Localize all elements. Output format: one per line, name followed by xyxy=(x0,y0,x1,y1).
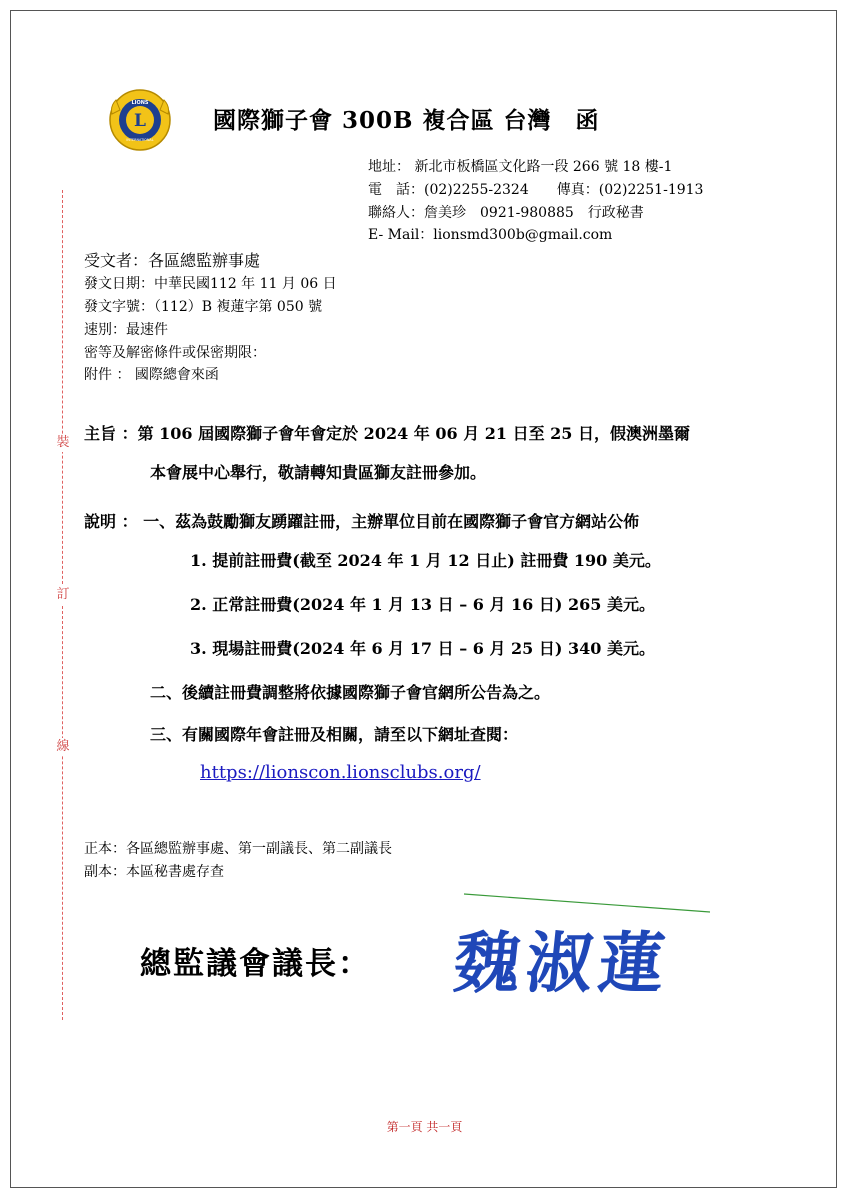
binding-mark-ding: 訂 xyxy=(54,586,72,604)
fee-regular: 2. 正常註冊費(2024 年 1 月 13 日 – 6 月 16 日) 265 美元。 xyxy=(190,595,655,614)
svg-text:INTERNATIONAL: INTERNATIONAL xyxy=(126,138,154,142)
document-title: 國際獅子會 300B 複合區 台灣 函 xyxy=(213,107,600,134)
fee-early: 1. 提前註冊費(截至 2024 年 1 月 12 日止) 註冊費 190 美元。 xyxy=(190,551,661,570)
attachment: 附件 ： 國際總會來函 xyxy=(84,367,219,383)
lions-emblem-icon xyxy=(108,88,172,152)
binding-line xyxy=(62,190,63,1020)
svg-text:LIONS: LIONS xyxy=(131,100,149,106)
issue-date: 發文日期：中華民國112 年 11 月 06 日 xyxy=(84,276,337,292)
page-footer: 第一頁 共一頁 xyxy=(386,1120,463,1134)
contact-phone-fax: 電 話：(02)2255-2324 傳真：(02)2251-1913 xyxy=(368,182,704,198)
subject-line-2: 本會展中心舉行，敬請轉知貴區獅友註冊參加。 xyxy=(150,463,487,482)
fee-onsite: 3. 現場註冊費(2024 年 6 月 17 日 – 6 月 25 日) 340 美元。 xyxy=(190,639,655,658)
document-number: 發文字號：（112）B 複蓮字第 050 號 xyxy=(84,299,323,315)
original-recipients: 正本：各區總監辦事處、第一副議長、第二副議長 xyxy=(84,841,392,857)
svg-text:L: L xyxy=(134,111,146,131)
registration-link[interactable]: https://lionscon.lionsclubs.org/ xyxy=(200,762,481,783)
subject-line-1: 主旨 ：第 106 屆國際獅子會年會定於 2024 年 06 月 21 日至 25 日，假澳洲墨爾 xyxy=(84,424,691,443)
explanation-item-3: 三、有關國際年會註冊及相關，請至以下網址查閱： xyxy=(150,725,519,744)
contact-email: E- Mail：lionsmd300b@gmail.com xyxy=(368,227,613,243)
explanation-item-2: 二、後續註冊費調整將依據國際獅子會官網所公告為之。 xyxy=(150,683,551,702)
explanation-item-1: 說明 ： 一、茲為鼓勵獅友踴躍註冊，主辦單位目前在國際獅子會官方網站公佈 xyxy=(84,512,640,531)
signature-name: 魏淑蓮 xyxy=(450,924,675,1002)
binding-mark-xian: 線 xyxy=(54,738,72,756)
signature-label: 總監議會議長： xyxy=(140,946,371,982)
copy-recipients: 副本：本區秘書處存查 xyxy=(84,864,224,880)
delivery-speed: 速別：最速件 xyxy=(84,322,168,338)
contact-address: 地址： 新北市板橋區文化路一段 266 號 18 樓-1 xyxy=(368,159,673,175)
recipient: 受文者：各區總監辦事處 xyxy=(84,251,261,270)
binding-mark-zhuang: 裝 xyxy=(54,434,72,452)
classification: 密等及解密條件或保密期限： xyxy=(84,345,266,361)
contact-person: 聯絡人：詹美珍 0921-980885 行政秘書 xyxy=(368,205,644,221)
